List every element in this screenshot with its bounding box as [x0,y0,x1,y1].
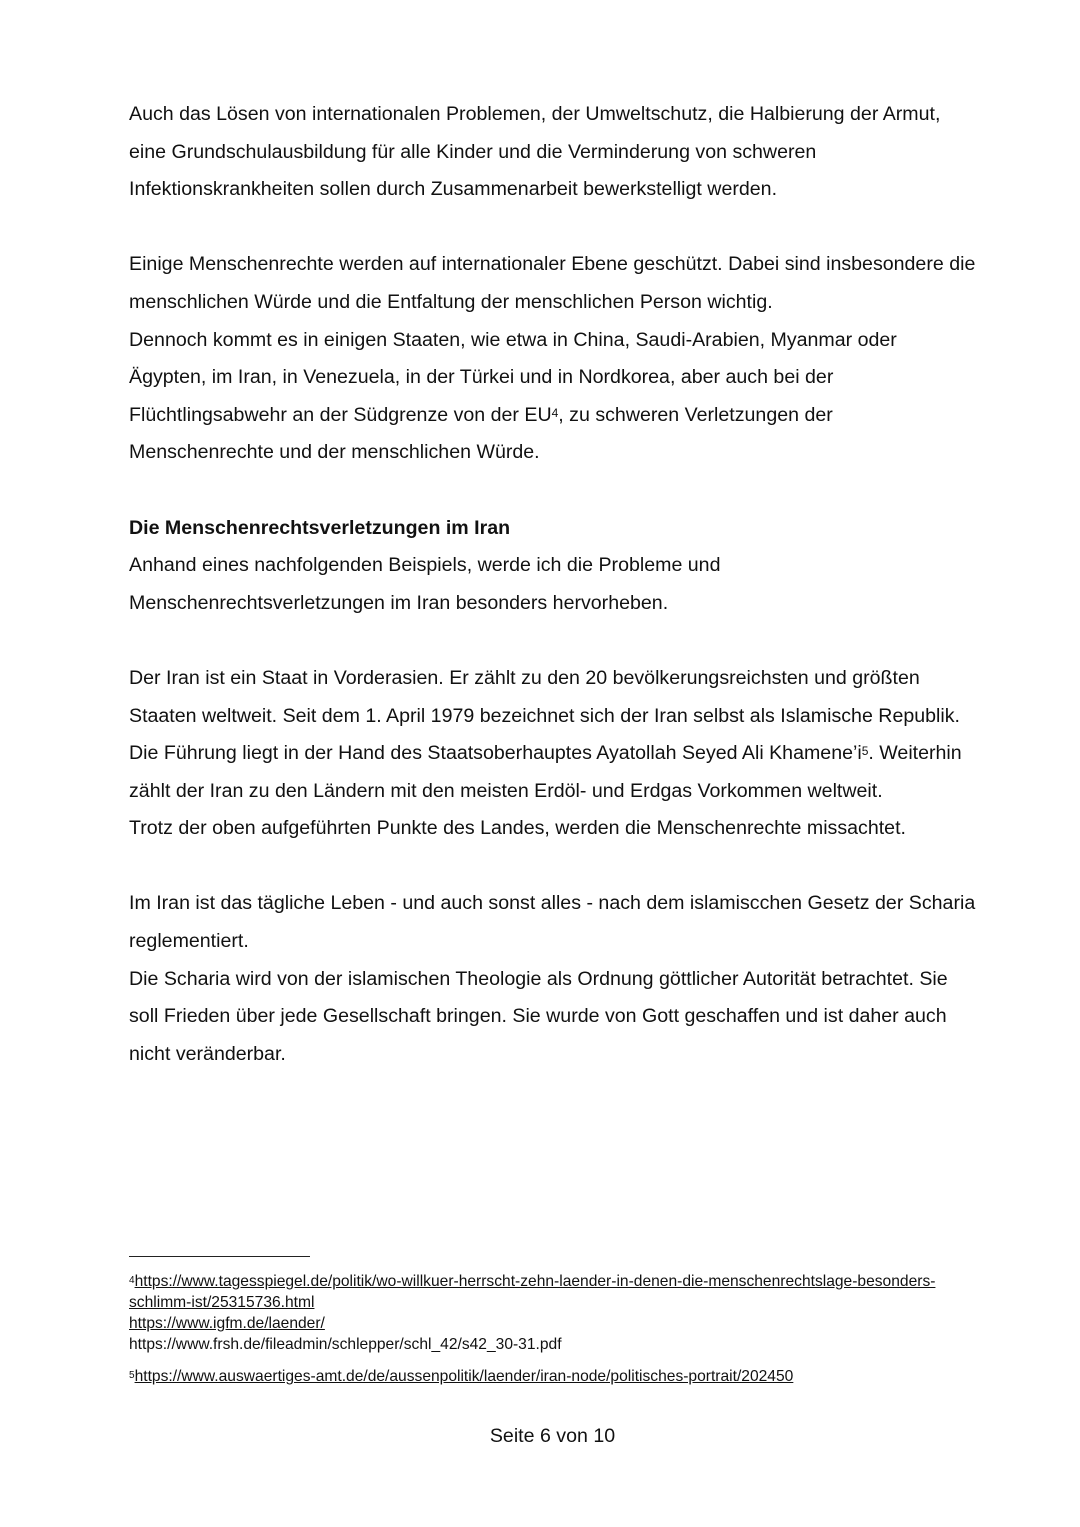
paragraph-text: Der Iran ist ein Staat in Vorderasien. Er zählt zu den 20 bevölkerungsreichsten und größten Staaten weltweit. Seit dem 1. April 1979 bezeichnet sich der Iran selbst als Islamische Republik. Die Führung liegt in der Hand des Staatsoberhauptes Ayatollah Seyed Ali Khamene’i [129,666,960,765]
paragraph-gap [129,622,979,660]
paragraph-human-rights-protection: Einige Menschenrechte werden auf internationaler Ebene geschützt. Dabei sind insbesondere die menschlichen Würde und die Entfaltung der menschlichen Person wichtig. [129,253,976,313]
paragraph-iran-overview [129,660,979,810]
paragraph-text: . Weiterhin zählt der Iran zu den Ländern mit den meisten Erdöl- und Erdgas Vorkommen weltweit. [129,742,962,802]
footnote-5-link-auswaertiges-amt[interactable]: https://www.auswaertiges-amt.de/de/aussenpolitik/laender/iran-node/politisches-portrait/202450 [134,1368,794,1385]
document-body [129,96,979,1073]
page-number: Seite 6 von 10 [489,1425,616,1447]
paragraph-daily-life-sharia: Im Iran ist das tägliche Leben - und auch sonst alles - nach dem islamiscchen Gesetz der Scharia reglementiert. [129,892,976,953]
paragraph-rights-disregarded: Trotz der oben aufgeführten Punkte des Landes, werden die Menschenrechte missachtet. [129,817,906,840]
footnote-5 [129,1366,979,1387]
paragraph-text: Dennoch kommt es in einigen Staaten, wie etwa in China, Saudi-Arabien, Myanmar oder Ägypten, im Iran, in Venezuela, in der Türkei und in Nordkorea, aber auch bei der Flüchtlingsabwehr an der Südgrenze von der EU [129,328,897,426]
paragraph-gap [129,472,979,510]
footnote-4 [129,1271,979,1355]
footnote-separator [129,1256,310,1257]
paragraph-human-rights-violations [129,322,979,472]
paragraph-text: , zu schweren Verletzungen der Menschenrechte und der menschlichen Würde. [129,403,833,464]
footnote-reference-4[interactable]: 4 [551,405,559,420]
footnote-4-link-igfm[interactable]: https://www.igfm.de/laender/ [129,1315,325,1332]
footnote-4-text-frsh: https://www.frsh.de/fileadmin/schlepper/schl_42/s42_30-31.pdf [129,1336,562,1353]
footnote-4-link-tagesspiegel[interactable]: https://www.tagesspiegel.de/politik/wo-willkuer-herrscht-zehn-laender-in-denen-die-menschenrechtslage-besonders-schlimm-ist/25315736.html [129,1273,936,1311]
paragraph-gap [129,848,979,886]
paragraph-international-problems: Auch das Lösen von internationalen Problemen, der Umweltschutz, die Halbierung der Armut, eine Grundschulausbildung für alle Kinder und die Verminderung von schweren Infektionskrankheiten sollen durch Zusammenarbeit bewerkstelligt werden. [129,103,941,201]
footnotes [129,1271,979,1387]
paragraph-sharia-description: Die Scharia wird von der islamischen Theologie als Ordnung göttlicher Autorität betrachtet. Sie soll Frieden über jede Gesellschaft bringen. Sie wurde von Gott geschaffen und ist daher auch nicht veränderbar. [129,967,948,1065]
footnote-reference-5[interactable]: 5 [861,744,869,759]
footnote-marker-4: 4 [129,1275,135,1286]
section-heading: Die Menschenrechtsverletzungen im Iran [129,516,511,539]
footnote-gap [129,1355,979,1366]
footnote-marker-5: 5 [129,1370,135,1381]
paragraph-intro-example: Anhand eines nachfolgenden Beispiels, werde ich die Probleme und Menschenrechtsverletzungen im Iran besonders hervorheben. [129,554,721,614]
paragraph-gap [129,209,979,247]
